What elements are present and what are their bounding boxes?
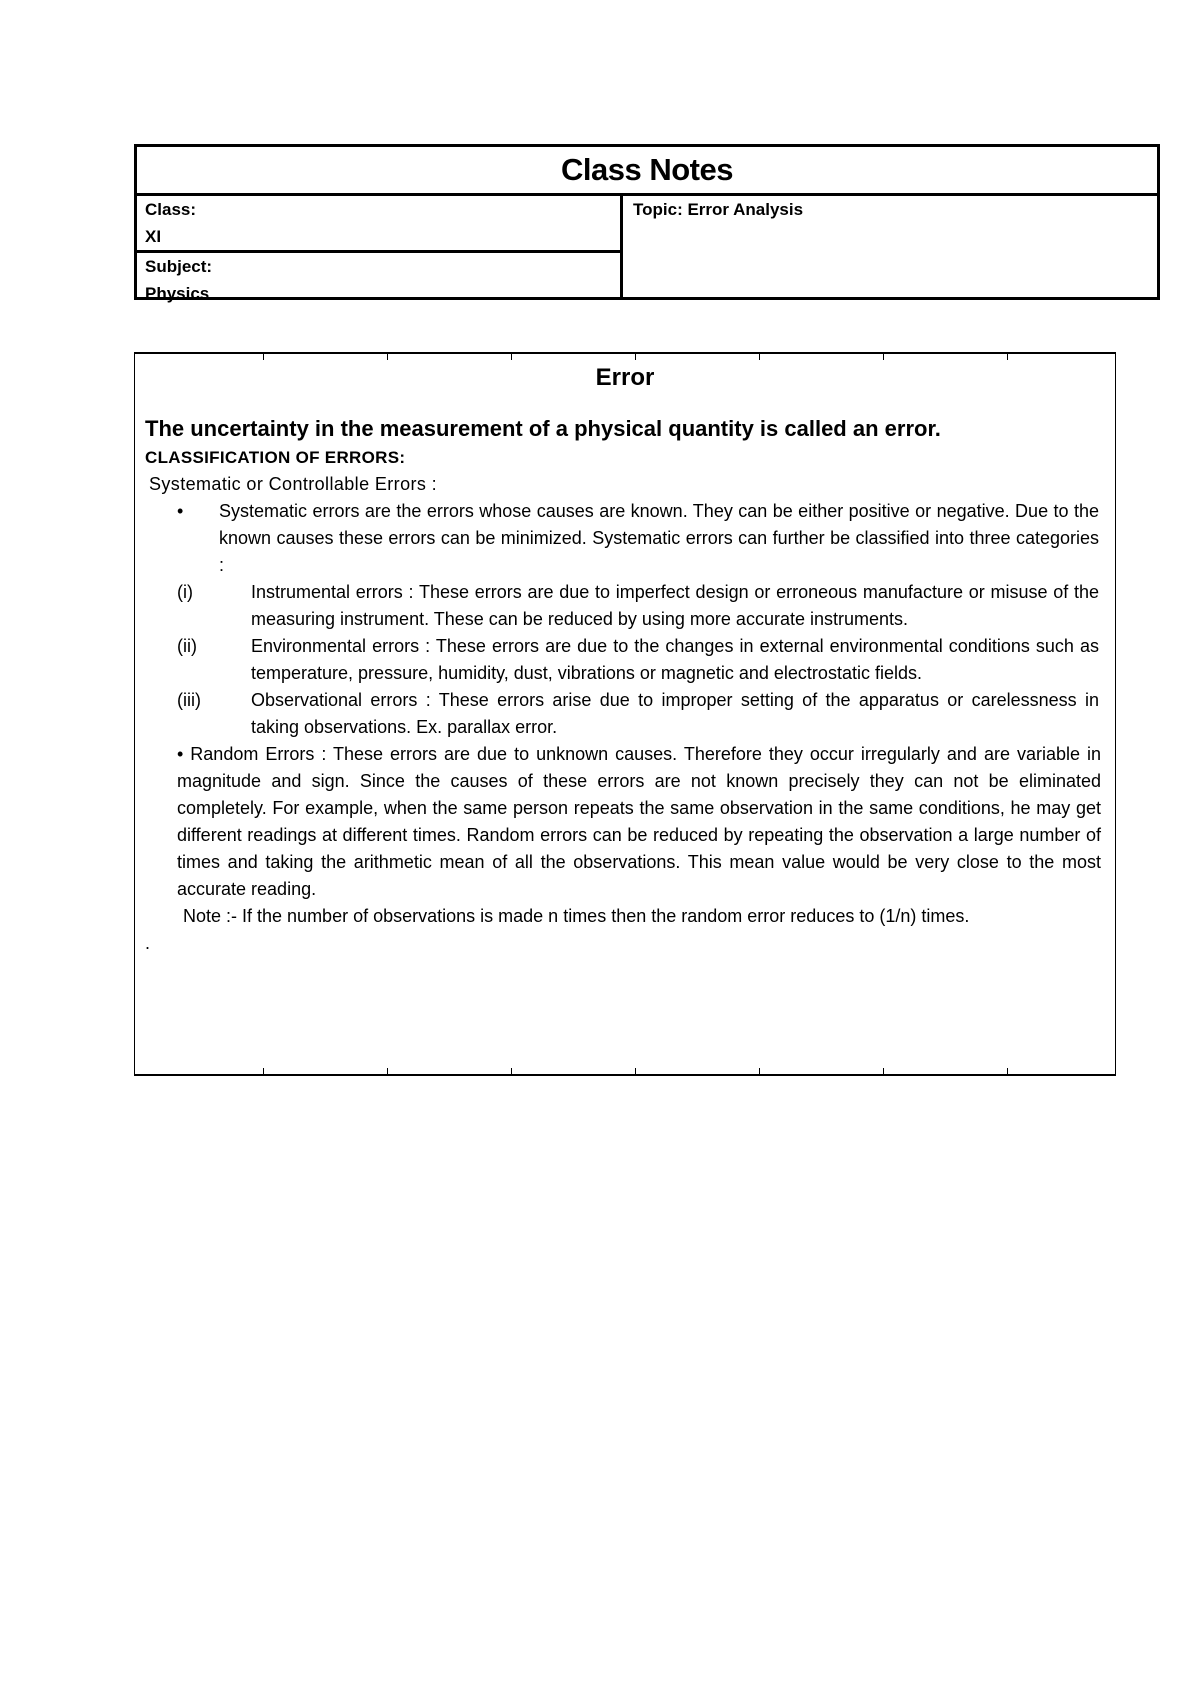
random-errors-paragraph: • Random Errors : These errors are due to unknown causes. Therefore they occur irregularly and are variable in magnitude and sign. Since the causes of these errors are not known precisely they can not be eliminated completely. For example, when the same person repeats the same observation in the same conditions, he may get different readings at different times. Random errors can be reduced by repeating the observation a large number of times and taking the arithmetic mean of all the observations. This mean value would be very close to the most accurate reading. (177, 744, 1101, 899)
category-label: (i) (177, 582, 193, 602)
border-tick (1007, 1068, 1008, 1074)
note-paragraph: Note :- If the number of observations is made n times then the random error reduces to (1/n) times. (183, 906, 970, 926)
meta-left-column (137, 196, 623, 303)
border-tick (511, 1068, 512, 1074)
content-box (134, 352, 1116, 1076)
category-label: (iii) (177, 690, 201, 710)
systematic-bullet-text: Systematic errors are the errors whose causes are known. They can be either positive or negative. Due to the known causes these errors can be minimized. Systematic errors can further be classified into three categories : (219, 501, 1099, 575)
category-text: Observational errors : These errors arise due to improper setting of the apparatus or carelessness in taking observations. Ex. parallax error. (251, 690, 1099, 737)
category-item (145, 687, 1105, 741)
trailing-mark: . (145, 933, 151, 953)
classification-heading: CLASSIFICATION OF ERRORS: (145, 448, 406, 467)
category-label: (ii) (177, 636, 197, 656)
header-title-row (137, 147, 1157, 196)
page-title: Class Notes (561, 152, 733, 187)
header-table (134, 144, 1160, 303)
subject-label: Subject: (145, 257, 213, 276)
section-title: Error (595, 364, 655, 391)
class-cell (137, 196, 620, 253)
category-item (145, 579, 1105, 633)
content-body (145, 360, 1105, 957)
class-value: XI (145, 227, 162, 246)
topic-text: Topic: Error Analysis (633, 200, 804, 219)
border-tick (635, 1068, 636, 1074)
bullet-symbol: • (177, 501, 184, 521)
border-tick (759, 1068, 760, 1074)
category-item (145, 633, 1105, 687)
border-tick (387, 1068, 388, 1074)
category-text: Instrumental errors : These errors are due to imperfect design or erroneous manufacture or misuse of the measuring instrument. These can be reduced by using more accurate instruments. (251, 582, 1099, 629)
error-definition: The uncertainty in the measurement of a physical quantity is called an error. (145, 416, 941, 441)
subject-cell (137, 253, 620, 303)
category-text: Environmental errors : These errors are due to the changes in external environmental conditions such as temperature, pressure, humidity, dust, vibrations or magnetic and electrostatic fields. (251, 636, 1099, 683)
class-label: Class: (145, 200, 197, 219)
systematic-heading: Systematic or Controllable Errors : (149, 474, 438, 494)
systematic-bullet (145, 498, 1105, 579)
border-tick (263, 1068, 264, 1074)
border-tick (883, 1068, 884, 1074)
subject-value: Physics (145, 284, 210, 303)
topic-cell (623, 196, 1157, 297)
